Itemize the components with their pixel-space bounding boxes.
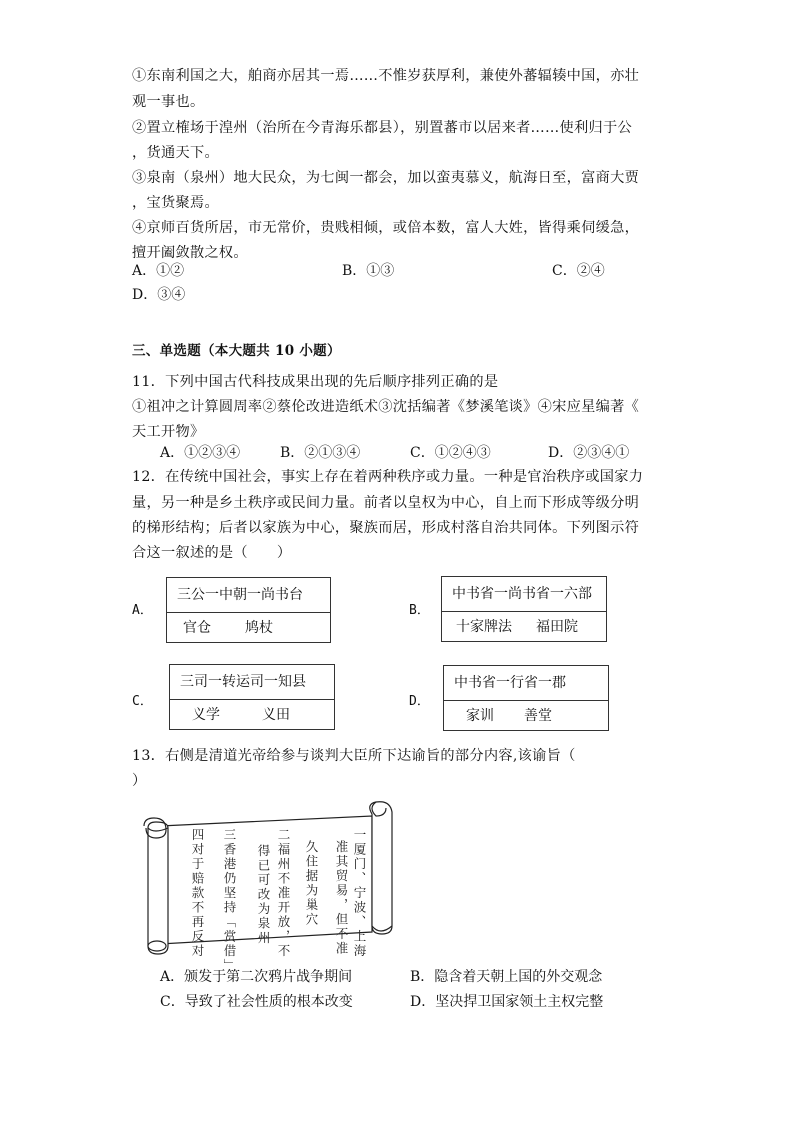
q12-option-a-label[interactable]: A． [132,603,153,618]
diagram-c-top: 三司一转运司一知县 [170,665,334,700]
q10-item-4a: ④京师百货所居，市无常价，贵贱相倾，或倍本数，富人大姓，皆得乘伺缓急， [132,220,640,236]
scroll-col-4: 二福州不准开放，不 [276,828,291,959]
diagram-b-top: 中书省一尚书省一六部 [442,577,606,612]
q12-option-b-label[interactable]: B． [409,603,430,618]
q10-item-2b: ，货通天下。 [132,145,219,161]
q10-item-2a: ②置立榷场于湟州（治所在今青海乐都县），别置蕃市以居来者……使利归于公 [132,120,632,136]
diagram-b-item-1: 十家牌法 [456,619,512,635]
scroll-col-2: 准其贸易，但不准 [334,840,349,956]
section-title: 三、单选题（本大题共 10 小题） [132,343,341,359]
diagram-c-item-1: 义学 [192,707,220,723]
q12-option-c-diagram[interactable] [169,664,335,730]
q13-option-c[interactable]: C．导致了社会性质的根本改变 [160,994,353,1010]
q12-stem-4: 合这一叙述的是（ ） [132,545,292,561]
q13-stem: 13．右侧是清道光帝给参与谈判大臣所下达谕旨的部分内容,该谕旨（ [132,748,576,764]
q12-option-d-label[interactable]: D． [409,694,430,709]
q11-option-b[interactable]: B．②①③④ [280,445,361,461]
q12-stem-2: 量，另一种是乡土秩序或民间力量。前者以皇权为中心，自上而下形成等级分明 [132,495,640,511]
q11-option-d[interactable]: D．②③④① [548,445,630,461]
q12-option-c-label[interactable]: C． [132,694,153,709]
diagram-a-item-1: 官仓 [183,620,211,636]
q11-option-a[interactable]: A．①②③④ [160,445,241,461]
q10-item-4b: 擅开阖敛散之权。 [132,245,248,261]
diagram-d-top: 中书省一行省一郡 [444,666,608,701]
q11-items-cont: 天工开物》 [132,424,205,440]
diagram-c-item-2: 义田 [262,707,290,723]
q10-option-b[interactable]: B．①③ [342,263,395,279]
q12-stem-3: 的梯形结构；后者以家族为中心，聚族而居，形成村落自治共同体。下列图示符 [132,520,640,536]
q10-option-c[interactable]: C．②④ [552,263,605,279]
q13-option-a[interactable]: A．颁发于第二次鸦片战争期间 [160,969,353,985]
scroll-col-6: 三香港仍坚持「赏借」 [222,828,237,973]
scroll-col-5: 得已可改为泉州 [256,844,271,946]
q11-items: ①祖冲之计算圆周率②蔡伦改进造纸术③沈括编著《梦溪笔谈》④宋应星编著《 [132,399,640,415]
q11-stem: 11．下列中国古代科技成果出现的先后顺序排列正确的是 [132,374,499,390]
q13-option-d[interactable]: D．坚决捍卫国家领土主权完整 [410,994,604,1010]
q10-item-3b: ，宝货聚焉。 [132,195,219,211]
diagram-a-item-2: 鸠杖 [245,620,273,636]
scroll-col-1: 一厦门、宁波、上海 [352,828,367,959]
q10-option-d[interactable]: D．③④ [132,287,186,303]
diagram-b-item-2: 福田院 [536,619,578,635]
q12-option-d-diagram[interactable] [443,665,609,731]
diagram-a-top: 三公一中朝一尚书台 [167,578,330,613]
q12-stem-1: 12．在传统中国社会，事实上存在着两种秩序或力量。一种是官治秩序或国家力 [132,469,644,485]
q13-option-b[interactable]: B．隐含着天朝上国的外交观念 [410,969,603,985]
q12-option-a-diagram[interactable] [166,577,331,643]
q10-option-a[interactable]: A．①② [132,263,185,279]
q10-item-3a: ③泉南（泉州）地大民众，为七闽一都会，加以蛮夷慕义，航海日至，富商大贾 [132,170,640,186]
q12-option-b-diagram[interactable] [441,576,607,642]
q13-stem-cont: ） [132,773,147,789]
diagram-d-item-2: 善堂 [524,708,552,724]
q10-item-1a: ①东南利国之大，舶商亦居其一焉……不惟岁获厚利，兼使外蕃辐辏中国，亦壮 [132,68,640,84]
scroll-col-3: 久住据为巢穴 [304,840,319,927]
diagram-d-item-1: 家训 [466,708,494,724]
scroll-col-7: 四对于赔款不再反对 [190,828,205,959]
q10-item-1b: 观一事也。 [132,94,205,110]
q11-option-c[interactable]: C．①②④③ [410,445,491,461]
